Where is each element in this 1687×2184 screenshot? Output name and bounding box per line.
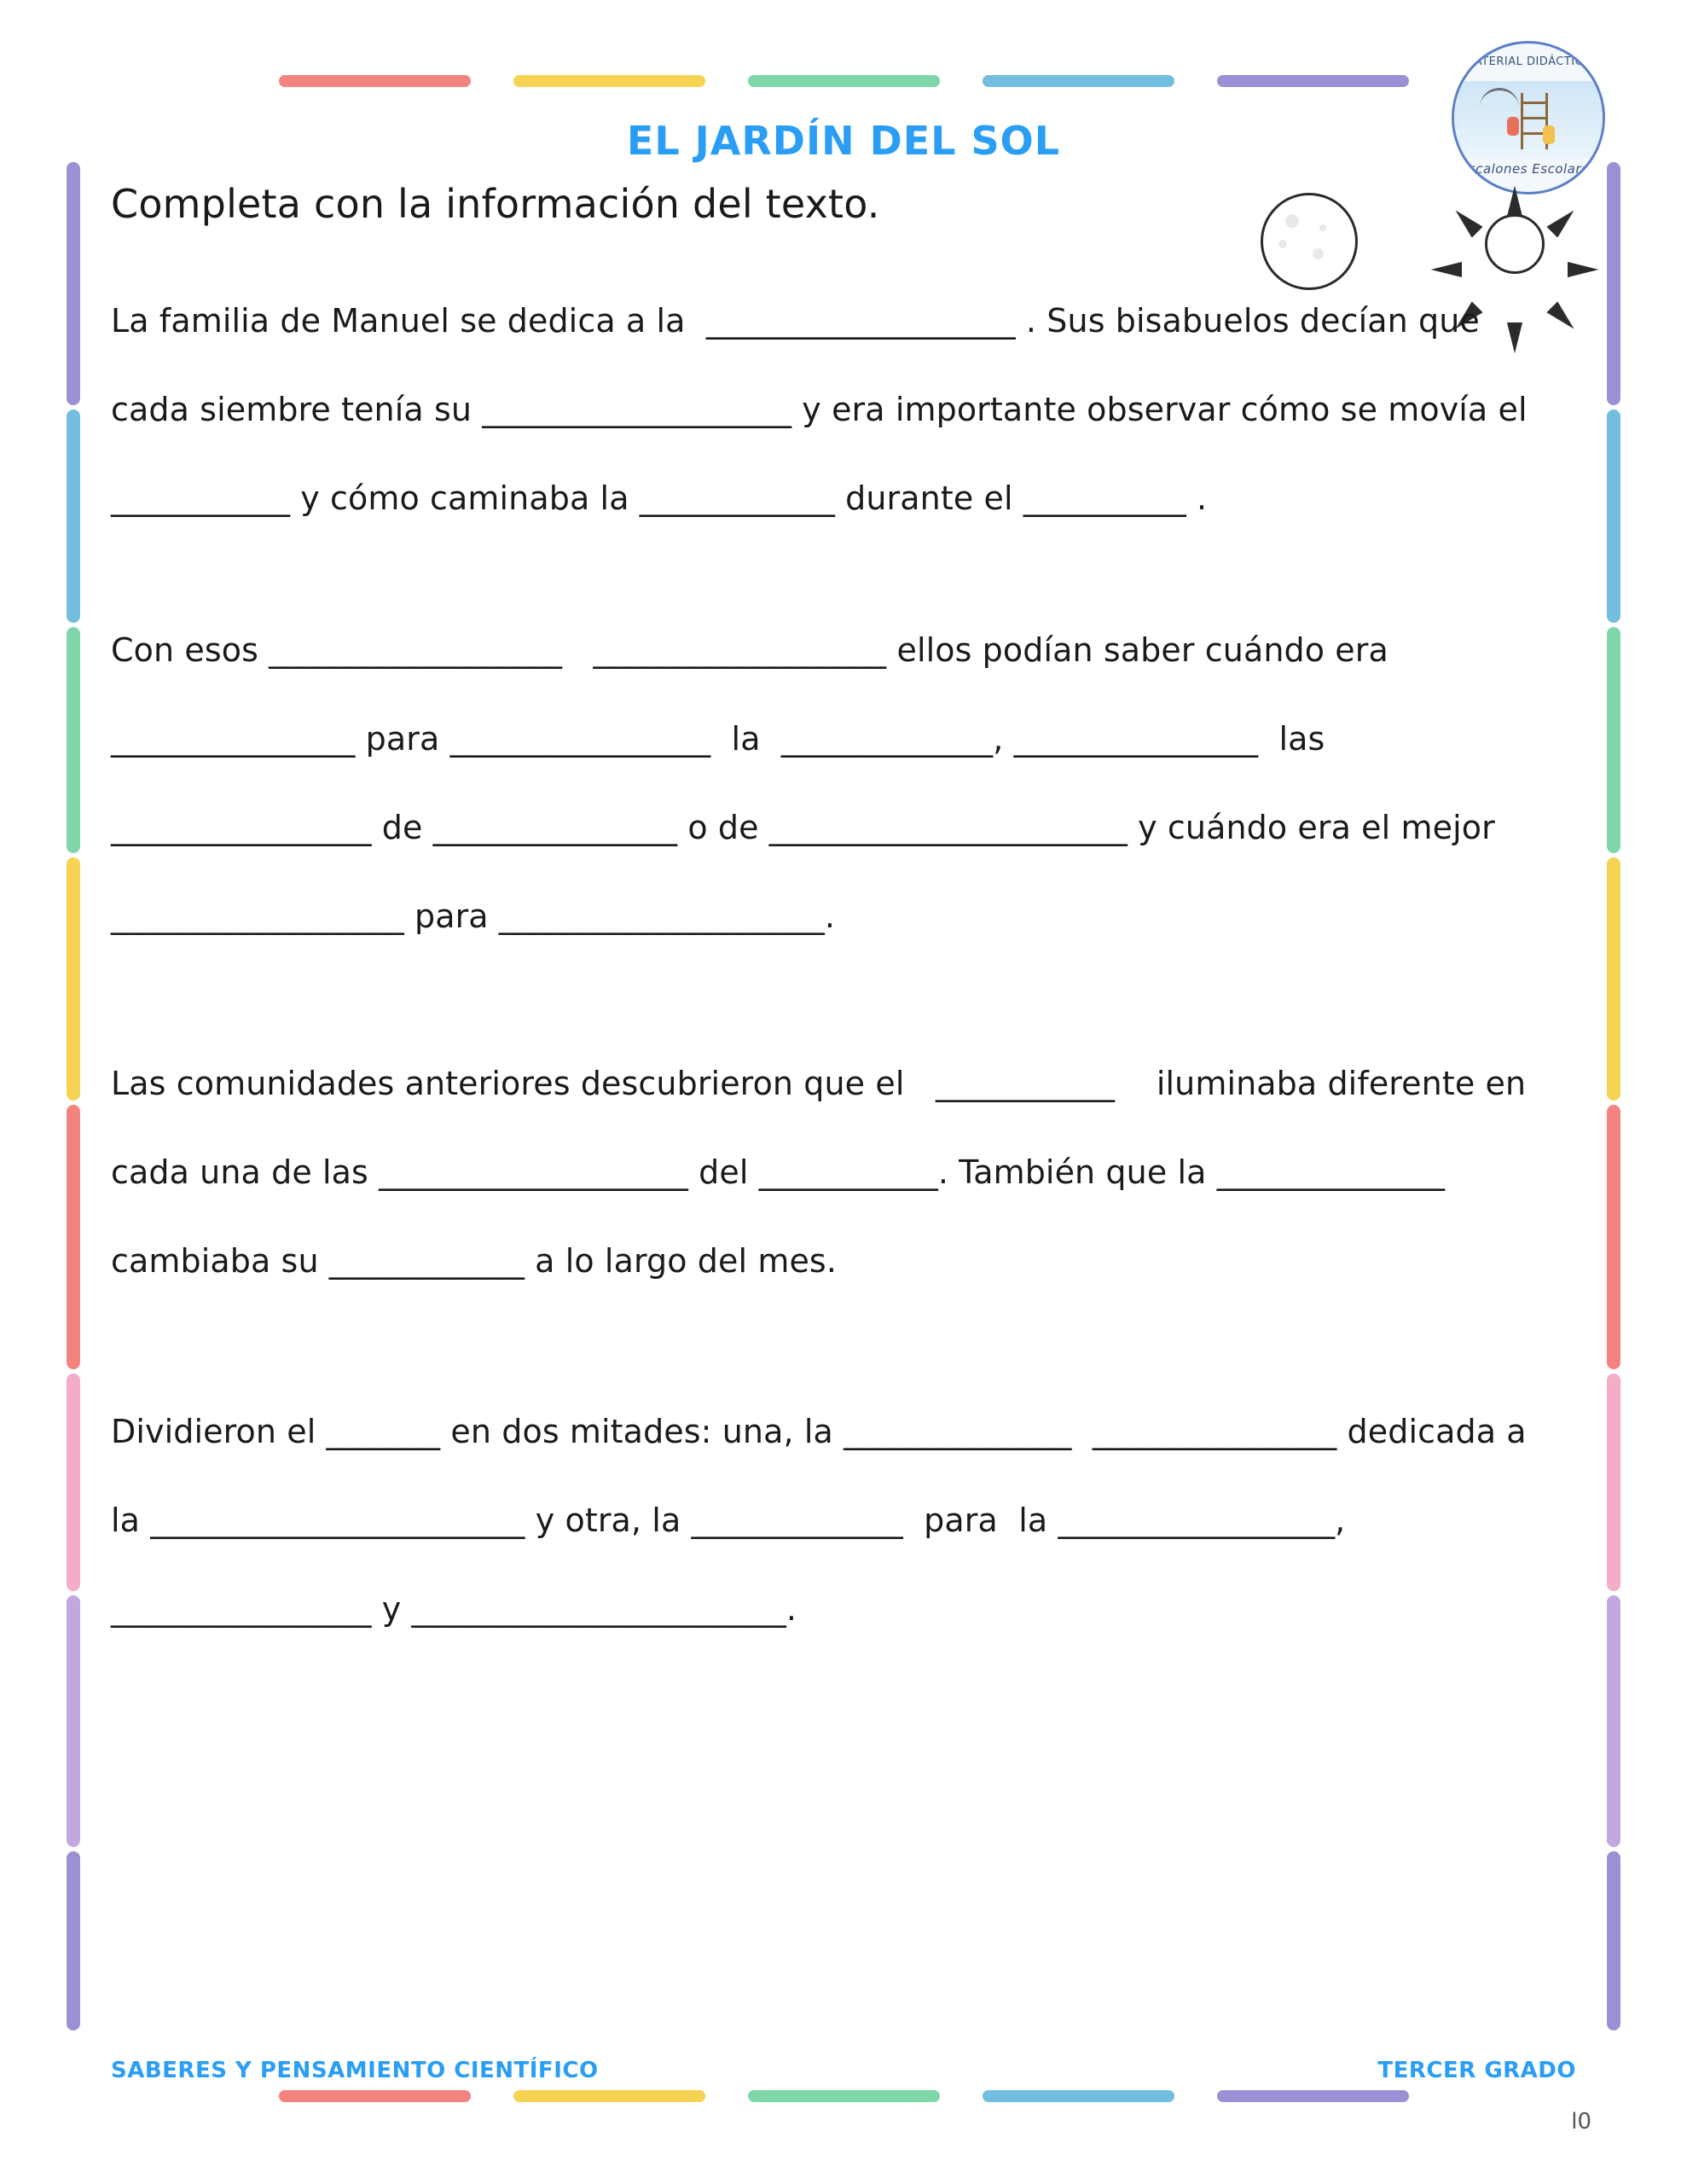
top-bar-1 xyxy=(279,75,471,87)
right-rail-3 xyxy=(1607,627,1620,853)
right-rail-7 xyxy=(1607,1595,1620,1847)
fill-in-paragraph-3[interactable]: Las comunidades anteriores descubrieron que el ___________ iluminaba diferente en cada una de las ___________________ del ___________. También que la ______________ cambiaba su ____________ a lo largo del mes. xyxy=(111,1065,1537,1280)
left-rail-4 xyxy=(67,857,80,1101)
bottom-bar-4 xyxy=(983,2090,1174,2102)
top-bar-3 xyxy=(748,75,940,87)
top-bar-2 xyxy=(513,75,705,87)
left-rail-7 xyxy=(67,1595,80,1847)
right-rail-5 xyxy=(1607,1105,1620,1369)
bottom-bar-3 xyxy=(748,2090,940,2102)
logo-top-text: MATERIAL DIDÁCTICO xyxy=(1464,55,1592,68)
left-rail-2 xyxy=(67,410,80,623)
bottom-bar-5 xyxy=(1217,2090,1409,2102)
top-decorative-bars xyxy=(0,75,1687,90)
right-rail-2 xyxy=(1607,410,1620,623)
footer-grade-label: TERCER GRADO xyxy=(1377,2058,1576,2083)
fill-in-paragraph-2[interactable]: Con esos __________________ __________________ ellos podían saber cuándo era _______________ para ________________ la _____________, _______________ las ________________ de _______________ o de ______________________ y cuándo era el mejor __________________ para ____________________. xyxy=(111,631,1505,935)
page-title: EL JARDÍN DEL SOL xyxy=(626,118,1061,164)
top-bar-5 xyxy=(1217,75,1409,87)
left-rail-5 xyxy=(67,1105,80,1369)
left-rail-8 xyxy=(67,1851,80,2030)
footer-subject-label: SABERES Y PENSAMIENTO CIENTÍFICO xyxy=(111,2058,599,2083)
brand-logo xyxy=(1452,41,1605,195)
logo-child-a-icon xyxy=(1507,117,1519,136)
right-rail-6 xyxy=(1607,1374,1620,1591)
right-rail-8 xyxy=(1607,1851,1620,2030)
top-bar-4 xyxy=(983,75,1174,87)
left-rail-3 xyxy=(67,627,80,853)
logo-bottom-text: Escalones Escolares xyxy=(1459,161,1597,177)
fill-in-paragraph-4[interactable]: Dividieron el _______ en dos mitades: una, la ______________ _______________ dedicada a la _______________________ y otra, la _____________ para la _________________, ________________ y _______________________. xyxy=(111,1413,1537,1628)
worksheet-content xyxy=(111,181,1538,1653)
right-rail-1 xyxy=(1607,162,1620,405)
logo-circle xyxy=(1452,41,1605,195)
logo-child-b-icon xyxy=(1543,125,1555,144)
right-rail-4 xyxy=(1607,857,1620,1101)
bottom-decorative-bars xyxy=(0,2090,1687,2106)
bottom-bar-1 xyxy=(279,2090,471,2102)
left-rail-6 xyxy=(67,1374,80,1591)
fill-in-paragraph-1[interactable]: La familia de Manuel se dedica a la ___________________ . Sus bisabuelos decían que cada siembre tenía su ___________________ y era importante observar cómo se movía el ___________ y cómo caminaba la ____________ durante el __________ . xyxy=(111,302,1538,517)
bottom-bar-2 xyxy=(513,2090,705,2102)
instruction-text: Completa con la información del texto. xyxy=(111,181,880,227)
page-number: l0 xyxy=(1571,2109,1591,2135)
left-rail-1 xyxy=(67,162,80,405)
